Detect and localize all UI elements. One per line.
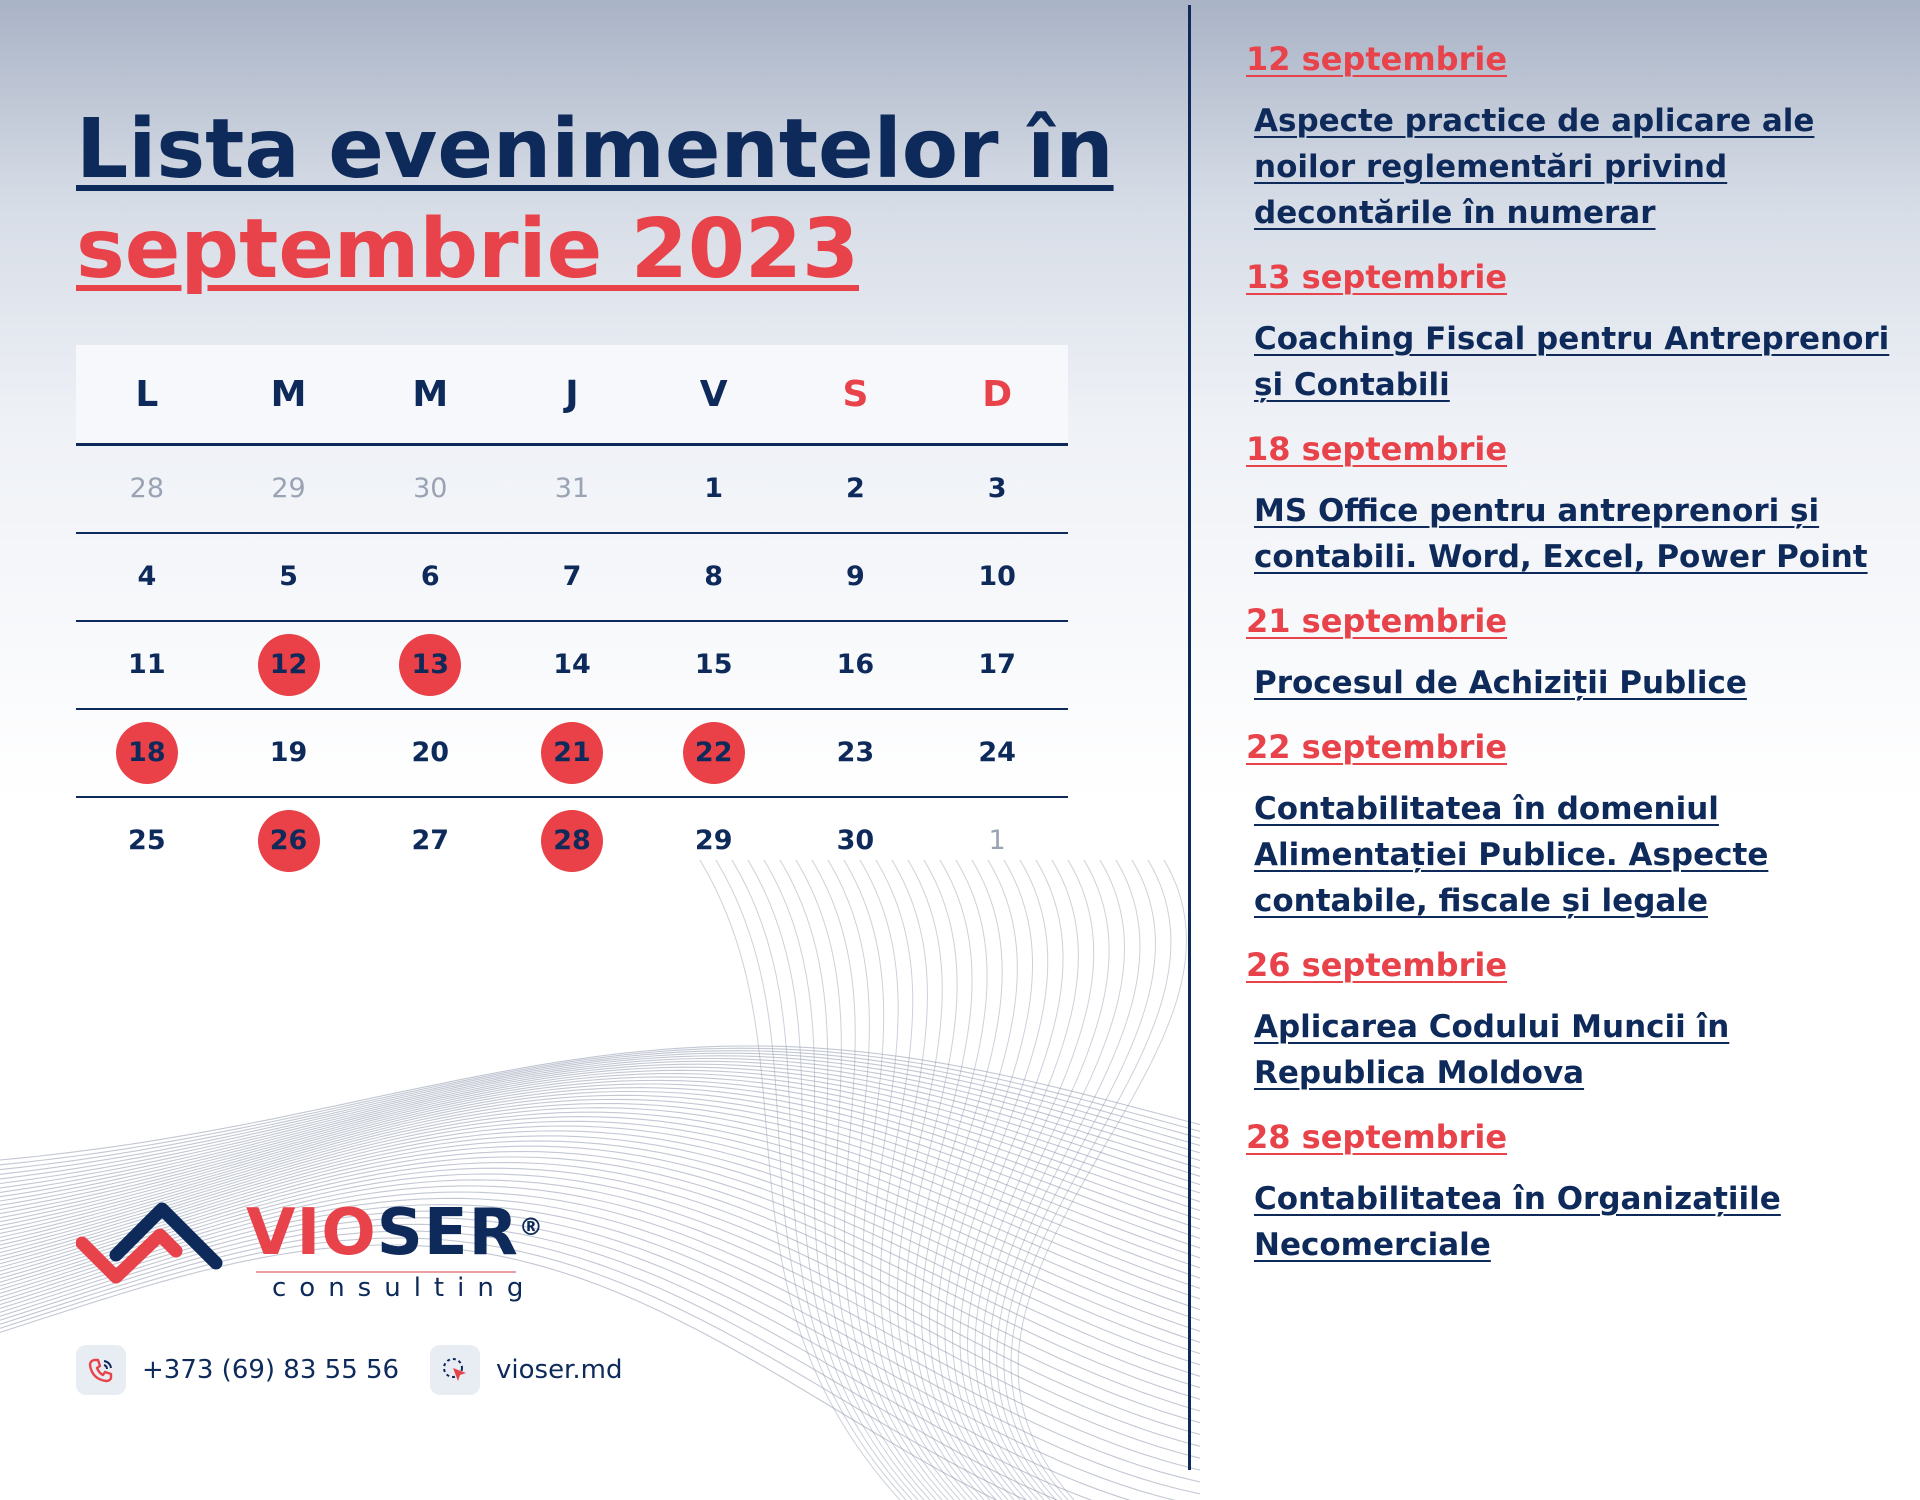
calendar-day: 10: [978, 561, 1016, 592]
calendar-day-event[interactable]: 21: [541, 722, 603, 784]
calendar-day-event[interactable]: 13: [399, 634, 461, 696]
calendar-day: 3: [987, 473, 1007, 504]
event-item: [1246, 40, 1896, 236]
weekday-label: V: [699, 373, 728, 415]
event-item: [1246, 602, 1896, 706]
wave-line: [732, 860, 912, 1500]
calendar-day: 24: [978, 737, 1016, 768]
website-contact: [430, 1345, 622, 1395]
weekday-label: J: [565, 373, 579, 415]
calendar-day: 14: [553, 649, 591, 680]
weekday-label: M: [412, 373, 449, 415]
event-item: [1246, 1118, 1896, 1268]
calendar-day-event[interactable]: 18: [116, 722, 178, 784]
calendar-day: 6: [420, 561, 440, 592]
calendar-day: 1: [704, 473, 724, 504]
calendar-day-event[interactable]: 22: [683, 722, 745, 784]
weekday-label-weekend: S: [842, 373, 869, 415]
brand-name-red: VIO: [246, 1196, 377, 1270]
calendar-weekday-header: [76, 345, 1068, 446]
event-title-link[interactable]: Procesul de Achiziții Publice: [1254, 665, 1747, 701]
calendar-day: 25: [128, 825, 166, 856]
calendar-day: 20: [411, 737, 450, 768]
calendar-day-outside-month: 30: [413, 473, 448, 504]
event-date: 12 septembrie: [1246, 40, 1508, 78]
calendar-day: 16: [836, 649, 875, 680]
registered-mark: ®: [518, 1213, 544, 1241]
wave-pattern: [0, 860, 1210, 1500]
calendar-day-outside-month: 28: [129, 473, 165, 504]
calendar-day: 17: [978, 649, 1016, 680]
wave-line: [844, 860, 954, 1500]
event-title-link[interactable]: Contabilitatea în domeniul Alimentației Publice. Aspecte contabile, fiscale și legale: [1254, 791, 1769, 919]
calendar-day-event[interactable]: 28: [541, 810, 603, 872]
event-list: [1246, 40, 1896, 1290]
wave-line: [0, 1051, 1200, 1170]
calendar-grid: [76, 446, 1068, 884]
event-item: [1246, 430, 1896, 580]
event-title-link[interactable]: Aplicarea Codului Muncii în Republica Moldova: [1254, 1009, 1730, 1091]
event-date: 21 septembrie: [1246, 602, 1508, 640]
calendar-day: 4: [137, 561, 157, 592]
calendar-day: 23: [836, 737, 875, 768]
logo-mark-icon: [76, 1195, 236, 1285]
event-date: 18 septembrie: [1246, 430, 1508, 468]
calendar: [76, 345, 1068, 884]
wave-line: [1004, 860, 1156, 1500]
phone-contact: [76, 1345, 399, 1395]
calendar-day: 2: [846, 473, 865, 504]
calendar-week-row: [76, 534, 1068, 622]
title-line-1: Lista evenimentelor în: [76, 102, 1114, 197]
event-item: [1246, 946, 1896, 1096]
vertical-divider: [1188, 5, 1191, 1470]
event-date: 26 septembrie: [1246, 946, 1508, 984]
brand-name-blue: SER: [376, 1196, 519, 1270]
event-date: 22 septembrie: [1246, 728, 1508, 766]
calendar-week-row: [76, 798, 1068, 884]
calendar-day: 5: [279, 561, 298, 592]
event-date: 28 septembrie: [1246, 1118, 1508, 1156]
event-item: [1246, 728, 1896, 924]
vioser-logo: [76, 1195, 556, 1305]
calendar-day-outside-month: 1: [988, 825, 1006, 856]
event-item: [1246, 258, 1896, 408]
calendar-day: 15: [694, 649, 733, 680]
event-title-link[interactable]: Contabilitatea în Organizațiile Necomerciale: [1254, 1181, 1781, 1263]
page-title: [76, 100, 1114, 300]
calendar-day: 27: [411, 825, 450, 856]
calendar-week-row: [76, 446, 1068, 534]
calendar-day: 19: [269, 737, 308, 768]
event-date: 13 septembrie: [1246, 258, 1508, 296]
calendar-day-outside-month: 31: [554, 473, 590, 504]
wave-line: [796, 860, 936, 1500]
calendar-week-row: [76, 622, 1068, 710]
title-line-2: septembrie 2023: [76, 202, 860, 297]
calendar-day: 7: [562, 561, 582, 592]
wave-line: [889, 860, 972, 1500]
event-title-link[interactable]: Aspecte practice de aplicare ale noilor reglementări privind decontările în numerar: [1254, 103, 1815, 231]
calendar-day-outside-month: 29: [271, 473, 306, 504]
weekday-label: M: [270, 373, 307, 415]
brand-name: [246, 1195, 544, 1271]
calendar-day-event[interactable]: 12: [258, 634, 320, 696]
calendar-day-event[interactable]: 26: [258, 810, 320, 872]
wave-line: [1011, 860, 1171, 1500]
wave-line: [989, 860, 1124, 1500]
calendar-day: 30: [836, 825, 875, 856]
phone-icon: [76, 1345, 126, 1395]
website-link[interactable]: vioser.md: [496, 1355, 623, 1385]
brand-tagline: consulting: [272, 1273, 537, 1303]
event-title-link[interactable]: MS Office pentru antreprenori și contabili. Word, Excel, Power Point: [1254, 493, 1868, 575]
calendar-day: 29: [694, 825, 733, 856]
calendar-day: 9: [846, 561, 865, 592]
weekday-label-weekend: D: [982, 373, 1013, 415]
phone-number[interactable]: +373 (69) 83 55 56: [142, 1355, 400, 1385]
calendar-day: 8: [704, 561, 724, 592]
wave-line: [700, 860, 900, 1500]
cursor-icon: [430, 1345, 480, 1395]
weekday-label: L: [135, 373, 159, 415]
wave-line: [953, 860, 1048, 1500]
calendar-day: 11: [128, 649, 166, 680]
calendar-week-row: [76, 710, 1068, 798]
event-title-link[interactable]: Coaching Fiscal pentru Antreprenori și Contabili: [1254, 321, 1890, 403]
